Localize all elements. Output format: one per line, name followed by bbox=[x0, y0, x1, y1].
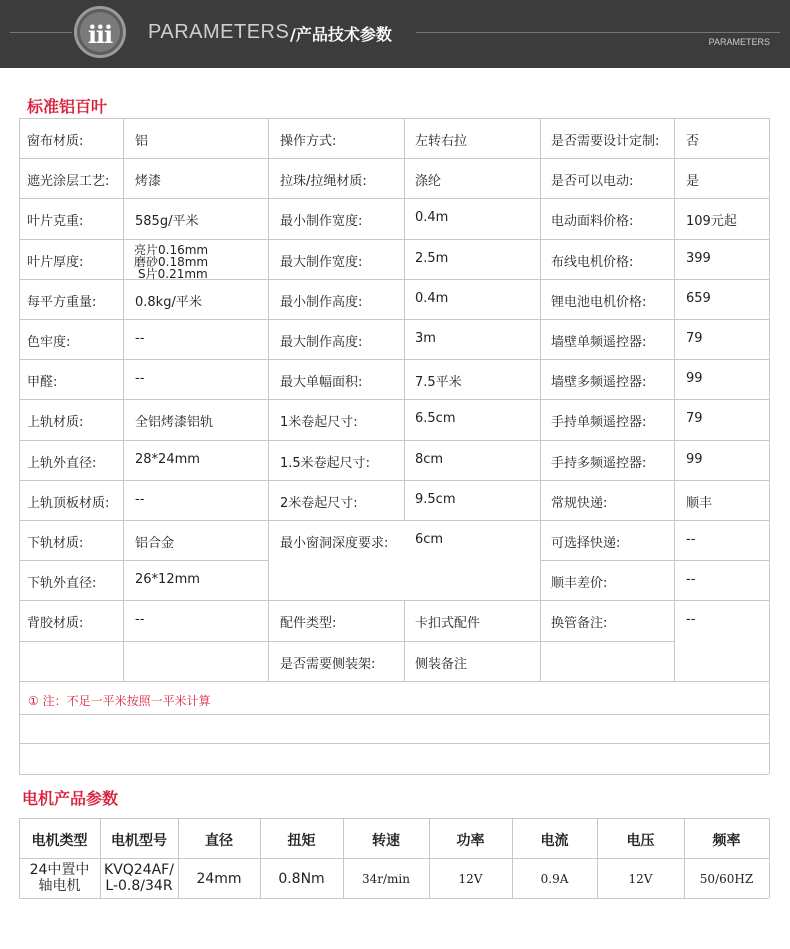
motor-vline bbox=[769, 818, 770, 898]
param-value: 0.8kg/平米 bbox=[135, 295, 202, 310]
param-label: 最小制作宽度: bbox=[280, 214, 363, 229]
motor-cell: 50/60HZ bbox=[699, 872, 754, 886]
motor-cell: 12V bbox=[628, 872, 653, 886]
param-label: 最小窗洞深度要求: bbox=[280, 536, 389, 551]
thickness-line: 磨砂0.18mm bbox=[134, 255, 209, 269]
param-value: -- bbox=[686, 532, 696, 547]
motor-cell: 0.8Nm bbox=[278, 871, 325, 887]
param-label: 下轨外直径: bbox=[27, 576, 97, 591]
param-label: 电动面料价格: bbox=[551, 214, 634, 229]
motor-cell: KVQ24AF/ L-0.8/34R bbox=[104, 862, 174, 894]
motor-hline bbox=[19, 818, 769, 819]
param-label: 上轨顶板材质: bbox=[27, 496, 110, 511]
param-label: 上轨外直径: bbox=[27, 456, 97, 471]
grid-vline bbox=[404, 118, 405, 520]
param-value: 0.4m bbox=[415, 210, 449, 225]
grid-vline bbox=[404, 600, 405, 681]
header-banner bbox=[0, 0, 790, 68]
grid-hline bbox=[19, 714, 769, 715]
param-value: 9.5cm bbox=[415, 492, 456, 507]
param-label: 叶片克重: bbox=[27, 214, 84, 229]
param-value: 659 bbox=[686, 291, 711, 306]
param-value: -- bbox=[686, 572, 696, 587]
motor-header: 电流 bbox=[540, 833, 569, 849]
grid-hline bbox=[19, 319, 769, 320]
motor-header: 直径 bbox=[205, 833, 233, 849]
header-title-cn: /产品技术参数 bbox=[290, 25, 392, 44]
section-title-blinds: 标准铝百叶 bbox=[27, 97, 108, 116]
grid-vline bbox=[540, 118, 541, 681]
param-label: 手持多频遥控器: bbox=[551, 456, 647, 471]
param-value: 109元起 bbox=[686, 214, 737, 229]
thickness-line: 亮片0.16mm bbox=[134, 243, 209, 257]
motor-header: 转速 bbox=[372, 833, 400, 849]
param-label: 色牢度: bbox=[27, 335, 71, 350]
param-value: -- bbox=[135, 331, 145, 346]
param-label: 窗布材质: bbox=[27, 134, 84, 149]
grid-vline bbox=[674, 118, 675, 681]
param-value: 585g/平米 bbox=[135, 214, 199, 229]
grid-hline bbox=[19, 480, 769, 481]
motor-header: 扭矩 bbox=[287, 833, 316, 849]
param-value: 8cm bbox=[415, 452, 444, 467]
param-label: 每平方重量: bbox=[27, 295, 97, 310]
motor-cell: 0.9A bbox=[540, 872, 569, 886]
header-title-en: PARAMETERS bbox=[148, 21, 290, 43]
param-label: 1.5米卷起尺寸: bbox=[280, 456, 371, 471]
param-value: 烤漆 bbox=[135, 174, 162, 189]
motor-hline bbox=[19, 898, 769, 899]
param-label: 下轨材质: bbox=[27, 536, 84, 551]
param-label: 配件类型: bbox=[280, 616, 337, 631]
param-label: 是否需要设计定制: bbox=[551, 134, 660, 149]
motor-header: 电压 bbox=[626, 833, 655, 849]
grid-hline bbox=[19, 743, 769, 744]
param-label: 最小制作高度: bbox=[280, 295, 363, 310]
motor-header: 电机型号 bbox=[111, 833, 167, 849]
param-label: 手持单频遥控器: bbox=[551, 415, 647, 430]
param-value: 28*24mm bbox=[135, 452, 200, 467]
param-value: 399 bbox=[686, 251, 711, 266]
param-label: 操作方式: bbox=[280, 134, 337, 149]
grid-hline bbox=[19, 440, 769, 441]
param-label: 遮光涂层工艺: bbox=[27, 174, 110, 189]
grid-vline bbox=[769, 118, 770, 774]
param-value: -- bbox=[686, 612, 696, 627]
header-sub-en: PARAMETERS bbox=[708, 37, 770, 47]
motor-cell: 24mm bbox=[196, 871, 242, 887]
param-label: 上轨材质: bbox=[27, 415, 84, 430]
param-label: 背胶材质: bbox=[27, 616, 84, 631]
param-value: 7.5平米 bbox=[415, 375, 462, 390]
section-title-motor: 电机产品参数 bbox=[22, 789, 119, 808]
param-label: 墙壁多频遥控器: bbox=[551, 375, 647, 390]
param-label: 最大制作宽度: bbox=[280, 255, 363, 270]
param-value: 79 bbox=[686, 411, 703, 426]
header-line-right bbox=[416, 32, 780, 33]
param-value: 涤纶 bbox=[415, 174, 442, 189]
motor-header: 频率 bbox=[712, 833, 741, 849]
grid-hline bbox=[19, 239, 769, 240]
motor-header: 电机类型 bbox=[31, 833, 88, 849]
param-value: 铝合金 bbox=[135, 536, 175, 551]
param-value: 铝 bbox=[135, 134, 149, 149]
param-value: -- bbox=[135, 371, 145, 386]
grid-hline bbox=[19, 158, 769, 159]
motor-cell: 34r/min bbox=[362, 872, 410, 886]
param-value: 0.4m bbox=[415, 291, 449, 306]
grid-hline bbox=[19, 681, 769, 682]
param-label: 是否需要侧装架: bbox=[280, 657, 376, 672]
param-label: 布线电机价格: bbox=[551, 255, 634, 270]
param-value: 3m bbox=[415, 331, 436, 346]
param-label: 最大单幅面积: bbox=[280, 375, 363, 390]
param-value: 侧装备注 bbox=[415, 657, 468, 672]
param-label: 顺丰差价: bbox=[551, 576, 608, 591]
param-value: 6cm bbox=[415, 532, 444, 547]
param-value: 6.5cm bbox=[415, 411, 456, 426]
param-value: 否 bbox=[686, 134, 700, 149]
logo-text: iii bbox=[87, 20, 113, 49]
param-value: 99 bbox=[686, 371, 703, 386]
param-value: 顺丰 bbox=[686, 496, 713, 511]
param-value: 79 bbox=[686, 331, 703, 346]
motor-cell: 24中置中 轴电机 bbox=[29, 862, 90, 894]
param-value: 全铝烤漆铝轨 bbox=[135, 415, 214, 430]
grid-hline bbox=[19, 198, 769, 199]
grid-hline bbox=[19, 774, 769, 775]
param-value: 卡扣式配件 bbox=[415, 616, 481, 631]
thickness-line: S片0.21mm bbox=[138, 267, 208, 281]
param-label: 锂电池电机价格: bbox=[551, 295, 647, 310]
param-label: 拉珠/拉绳材质: bbox=[280, 174, 367, 189]
param-label: 换管备注: bbox=[551, 616, 608, 631]
grid-hline bbox=[19, 279, 769, 280]
grid-hline bbox=[19, 118, 769, 119]
param-value: 26*12mm bbox=[135, 572, 200, 587]
param-label: 常规快递: bbox=[551, 496, 608, 511]
grid-vline bbox=[123, 118, 124, 681]
motor-header: 功率 bbox=[456, 833, 485, 849]
param-label: 1米卷起尺寸: bbox=[280, 415, 358, 430]
motor-cell: 12V bbox=[458, 872, 483, 886]
param-value: 99 bbox=[686, 452, 703, 467]
note-text: ① 注：不足一平米按照一平米计算 bbox=[28, 694, 211, 708]
grid-vline bbox=[268, 118, 269, 681]
motor-hline bbox=[19, 858, 769, 859]
grid-hline bbox=[19, 641, 674, 642]
param-value: -- bbox=[135, 612, 145, 627]
param-label: 可选择快递: bbox=[551, 536, 621, 551]
param-value: -- bbox=[135, 492, 145, 507]
param-value: 2.5m bbox=[415, 251, 449, 266]
grid-hline bbox=[19, 560, 268, 561]
grid-hline bbox=[19, 600, 769, 601]
header-line-left bbox=[10, 32, 72, 33]
param-label: 2米卷起尺寸: bbox=[280, 496, 358, 511]
logo-badge bbox=[74, 6, 126, 58]
param-value: 左转右拉 bbox=[415, 134, 468, 149]
param-label: 甲醛: bbox=[27, 375, 58, 390]
param-label: 墙壁单频遥控器: bbox=[551, 335, 647, 350]
grid-hline bbox=[19, 520, 769, 521]
param-label: 是否可以电动: bbox=[551, 174, 634, 189]
grid-hline bbox=[19, 359, 769, 360]
param-label: 叶片厚度: bbox=[27, 255, 84, 270]
grid-hline bbox=[540, 560, 769, 561]
param-value: 是 bbox=[686, 174, 700, 189]
param-label: 最大制作高度: bbox=[280, 335, 363, 350]
grid-vline bbox=[19, 118, 20, 774]
grid-hline bbox=[19, 399, 769, 400]
